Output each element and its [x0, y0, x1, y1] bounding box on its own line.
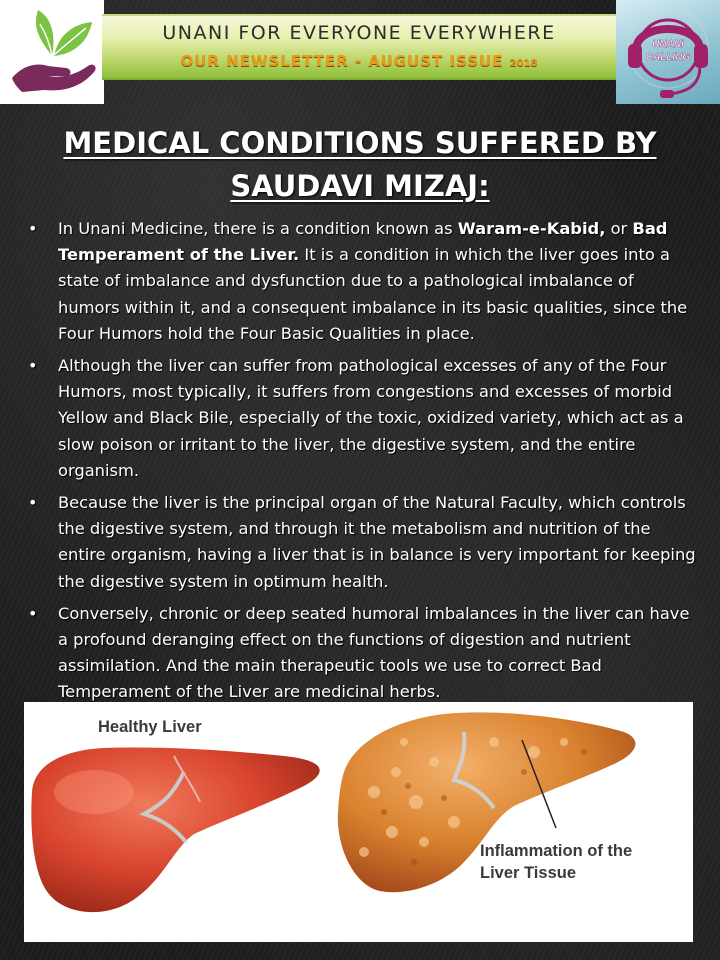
headset-icon — [616, 0, 720, 104]
article-bullet-list — [24, 216, 696, 712]
bullet-text: It is a condition in which the liver goes into a state of imbalance and dysfunction due to a pathological imbalance of humors within it, and a consequent imbalance in its basic qualities, since the Four Humors hold the Four Basic Qualities in place. — [58, 245, 688, 343]
banner-subtitle — [102, 52, 616, 70]
bullet-dot: • — [28, 493, 38, 513]
logo-text-calling: CALLING — [645, 52, 691, 63]
bullet-dot: • — [28, 356, 38, 376]
article-title-line1: MEDICAL CONDITIONS SUFFERED BY — [63, 126, 657, 160]
bullet-item — [24, 216, 696, 347]
liver-comparison-image — [24, 702, 693, 942]
article-title-line2: SAUDAVI MIZAJ: — [230, 169, 490, 203]
hand-leaves-icon — [0, 0, 104, 104]
healthy-liver-label: Healthy Liver — [98, 718, 202, 736]
bullet-item — [24, 353, 696, 484]
bullet-dot: • — [28, 603, 38, 623]
unani-calling-logo — [616, 0, 720, 104]
bullet-item — [24, 601, 696, 706]
hand-leaves-logo — [0, 0, 104, 104]
inflammation-label-line2: Liver Tissue — [480, 864, 576, 882]
bullet-bold-term: Bad Temperament of the Liver. — [58, 219, 668, 265]
bullet-bold-term: Waram-e-Kabid, — [457, 219, 606, 238]
bullet-dot: • — [28, 219, 38, 238]
liver-illustration — [24, 702, 693, 942]
bullet-text: Conversely, chronic or deep seated humoral imbalances in the liver can have a profound deranging effect on the functions of digestion and nutrient assimilation. And the main therapeutic tools we use to correct Bad Temperament of the Liver are medicinal herbs. — [58, 603, 690, 702]
inflammation-label-line1: Inflammation of the — [480, 842, 633, 860]
healthy-liver — [31, 747, 319, 912]
bullet-text: In Unani Medicine, there is a condition known as — [58, 219, 458, 238]
bullet-text: or — [605, 219, 633, 238]
banner-title: UNANI FOR EVERYONE EVERYWHERE — [162, 22, 556, 44]
bullet-item — [24, 490, 696, 595]
article-title — [40, 122, 680, 208]
newsletter-banner — [102, 14, 616, 80]
logo-text-unani: UNANI — [652, 39, 684, 50]
bullet-text: Although the liver can suffer from pathological excesses of any of the Four Humors, most typically, it suffers from congestions and excesses of morbid Yellow and Black Bile, especially of the toxic, oxidized variety, which act as a slow poison or irritant to the liver, the digestive system, and the entire organism. — [58, 356, 684, 480]
banner-year: 2018 — [509, 58, 538, 69]
bullet-text: Because the liver is the principal organ of the Natural Faculty, which controls the digestive system, and through it the metabolism and nutrition of the entire organism, having a liver that is in balance is very important for keeping the digestive system in optimum health. — [58, 493, 696, 591]
banner-subtitle-text: OUR NEWSLETTER - AUGUST ISSUE — [180, 52, 504, 70]
